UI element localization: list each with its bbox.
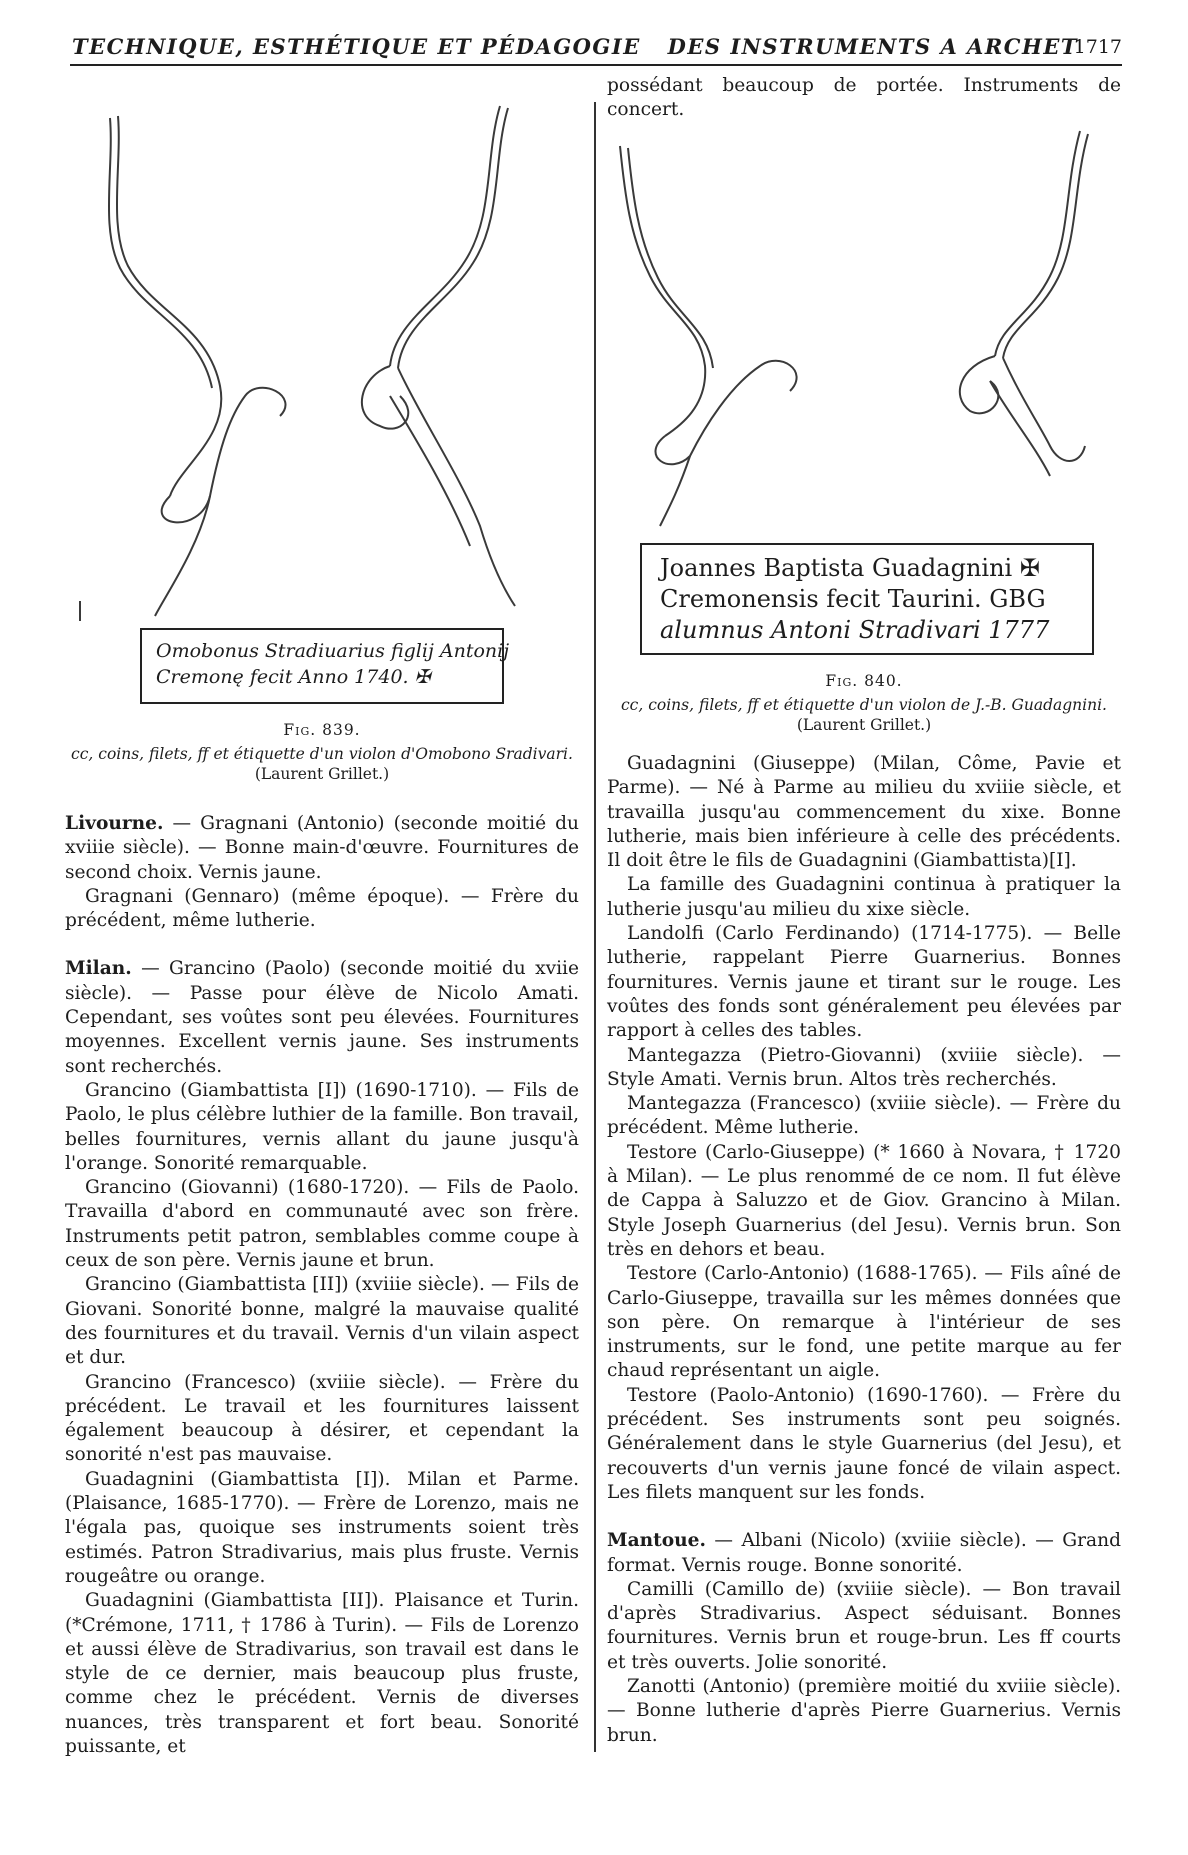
paragraph bbox=[607, 1578, 1121, 1675]
place-heading: Milan. bbox=[65, 958, 132, 980]
place-heading: Livourne. bbox=[65, 813, 164, 834]
paragraph-text: Landolfi (Carlo Ferdinando) (1714-1775). — Belle lutherie, rappelant Pierre Guarnerius. Bonnes fournitures. Vernis jaune et tirant sur le rouge. Les voûtes des fonds sont généralement peu élevées par rapport à celles des tables. bbox=[607, 923, 1121, 1042]
paragraph-text: Testore (Paolo-Antonio) (1690-1760). — Frère du précédent. Ses instruments sont peu soignés. Généralement dans le style Guarnerius (del Jesu), et recouverts d'un vernis jaune foncé de vilain aspect. Les filets manquent sur les fonds. bbox=[607, 1384, 1121, 1503]
paragraph-text: Gragnani (Gennaro) (même époque). — Frère du précédent, même lutherie. bbox=[65, 885, 579, 932]
header-title-right: DES INSTRUMENTS A ARCHET bbox=[667, 34, 1078, 59]
label-line: Cremonensis fecit Taurini. GBG bbox=[660, 585, 1046, 613]
paragraph-text: Testore (Carlo-Giuseppe) (* 1660 à Novara, † 1720 à Milan). — Le plus renommé de ce nom. Il fut élève de Cappa à Saluzzo et de Giov. Grancino à Milan. Style Joseph Guarnerius (del Jesu). Vernis brun. Son très en dehors et beau. bbox=[607, 1141, 1121, 1260]
left-column bbox=[65, 812, 579, 1759]
paragraph bbox=[607, 1141, 1121, 1262]
figure-839-caption bbox=[65, 720, 579, 784]
paragraph-text: Camilli (Camillo de) (xviiie siècle). — Bon travail d'après Stradivarius. Aspect séduisant. Bonnes fournitures. Vernis brun et rouge-brun. Les ff courts et très ouverts. Jolie sonorité. bbox=[607, 1578, 1121, 1673]
paragraph bbox=[607, 873, 1121, 922]
paragraph-text: Guadagnini (Giambattista [II]). Plaisance et Turin. (*Crémone, 1711, † 1786 à Turin). — Fils de Lorenzo et aussi élève de Stradivarius, son travail est dans le style de ce dernier, mais beaucoup plus fruste, comme chez le précédent. Vernis de diverses nuances, très transparent et fort beau. Sonorité puissante, et bbox=[65, 1590, 579, 1757]
paragraph-text: Grancino (Giambattista [I]) (1690-1710). — Fils de Paolo, le plus célèbre luthier de la famille. Bon travail, belles fournitures, vernis allant du jaune jusqu'à l'orange. Sonorité remarquable. bbox=[65, 1079, 579, 1174]
label-line: Joannes Baptista Guadagnini ✠ bbox=[660, 554, 1040, 582]
paragraph bbox=[65, 885, 579, 934]
paragraph bbox=[65, 1371, 579, 1468]
figure-number: Fig. 839. bbox=[283, 721, 361, 739]
page-number: 1717 bbox=[1073, 36, 1122, 58]
right-column bbox=[607, 752, 1121, 1748]
figure-840-caption bbox=[607, 671, 1121, 735]
label-omobono-stradivari bbox=[140, 628, 510, 704]
paragraph bbox=[607, 1262, 1121, 1383]
paragraph-text: — Grancino (Paolo) (seconde moitié du xviie siècle). — Passe pour élève de Nicolo Amati. Cependant, ses voûtes sont peu élevées. Fournitures moyennes. Excellent vernis jaune. Ses instruments sont recherchés. bbox=[65, 958, 579, 1077]
paragraph bbox=[65, 1079, 579, 1176]
paragraph bbox=[607, 1092, 1121, 1141]
caption-text: cc, coins, filets, ff et étiquette d'un violon d'Omobono Sradivari. bbox=[71, 745, 573, 763]
figure-number: Fig. 840. bbox=[825, 672, 903, 690]
paragraph bbox=[65, 1176, 579, 1273]
paragraph bbox=[65, 1273, 579, 1370]
paragraph bbox=[65, 812, 579, 885]
label-line: alumnus Antoni Stradivari 1777 bbox=[660, 616, 1050, 644]
paragraph bbox=[65, 957, 579, 1078]
paragraph-text: Grancino (Giambattista [II]) (xviiie siècle). — Fils de Giovani. Sonorité bonne, malgré la mauvaise qualité des fournitures et du travail. Vernis d'un vilain aspect et dur. bbox=[65, 1274, 579, 1369]
paragraph-text: Guadagnini (Giambattista [I]). Milan et Parme. (Plaisance, 1685-1770). — Frère de Lorenzo, mais ne l'égala pas, quoique ses instruments soient très estimés. Patron Stradivarius, mais plus fruste. Vernis rougeâtre ou orange. bbox=[65, 1468, 579, 1587]
paragraph bbox=[607, 1384, 1121, 1505]
paragraph bbox=[607, 1044, 1121, 1093]
paragraph-text: Grancino (Giovanni) (1680-1720). — Fils de Paolo. Travailla d'abord en communauté avec son frère. Instruments petit patron, semblables comme coupe à ceux de son père. Vernis jaune et brun. bbox=[65, 1177, 579, 1272]
paragraph-text: La famille des Guadagnini continua à pratiquer la lutherie jusqu'au milieu du xixe siècle. bbox=[607, 874, 1121, 920]
right-column-continuation bbox=[607, 74, 1121, 123]
caption-text: cc, coins, filets, ff et étiquette d'un violon de J.-B. Guadagnini. bbox=[621, 696, 1107, 714]
caption-credit: (Laurent Grillet.) bbox=[254, 765, 390, 783]
paragraph-text: — Albani (Nicolo) (xviiie siècle). — Grand format. Vernis rouge. Bonne sonorité. bbox=[607, 1530, 1121, 1576]
paragraph bbox=[607, 1675, 1121, 1748]
paragraph-text: Mantegazza (Pietro-Giovanni) (xviiie siècle). — Style Amati. Vernis brun. Altos très recherchés. bbox=[607, 1044, 1121, 1090]
paragraph-text: Guadagnini (Giuseppe) (Milan, Côme, Pavie et Parme). — Né à Parme au milieu du xviiie siècle, et travailla jusqu'au commencement du xixe. Bonne lutherie, mais bien inférieure à celle des précédents. Il doit être le fils de Guadagnini (Giambattista)[I]. bbox=[607, 753, 1121, 872]
label-line: Omobonus Stradiuarius figlij Antonij bbox=[156, 640, 510, 662]
paragraph bbox=[607, 752, 1121, 873]
paragraph bbox=[65, 1468, 579, 1589]
paragraph-text: Testore (Carlo-Antonio) (1688-1765). — Fils aîné de Carlo-Giuseppe, travailla sur les mêmes données que son père. On remarque à l'intérieur de ses instruments, sur le fond, une petite marque au fer chaud représentant un aigle. bbox=[607, 1263, 1121, 1382]
running-header bbox=[70, 34, 1122, 66]
paragraph bbox=[607, 1529, 1121, 1578]
figure-839-drawing bbox=[60, 96, 580, 626]
header-title-left: TECHNIQUE, ESTHÉTIQUE ET PÉDAGOGIE bbox=[72, 34, 641, 59]
caption-credit: (Laurent Grillet.) bbox=[796, 716, 932, 734]
paragraph bbox=[607, 922, 1121, 1043]
paragraph-text: Zanotti (Antonio) (première moitié du xviiie siècle). — Bonne lutherie d'après Pierre Guarnerius. Vernis brun. bbox=[607, 1675, 1121, 1746]
paragraph bbox=[65, 1589, 579, 1759]
figure-840-drawing bbox=[610, 126, 1120, 536]
column-divider bbox=[594, 102, 596, 1752]
paragraph-text: Grancino (Francesco) (xviiie siècle). — Frère du précédent. Le travail et les fournitures laissent également beaucoup à désirer, et cependant la sonorité n'est pas mauvaise. bbox=[65, 1371, 579, 1466]
paragraph-text: — Gragnani (Antonio) (seconde moitié du xviiie siècle). — Bonne main-d'œuvre. Fournitures de second choix. Vernis jaune. bbox=[65, 813, 579, 883]
label-guadagnini bbox=[640, 543, 1094, 655]
paragraph-text: Mantegazza (Francesco) (xviiie siècle). — Frère du précédent. Même lutherie. bbox=[607, 1093, 1121, 1139]
paragraph: possédant beaucoup de portée. Instruments de concert. bbox=[607, 75, 1121, 121]
label-line: Cremonę fecit Anno 1740. ✠ bbox=[156, 666, 431, 688]
place-heading: Mantoue. bbox=[607, 1530, 706, 1552]
